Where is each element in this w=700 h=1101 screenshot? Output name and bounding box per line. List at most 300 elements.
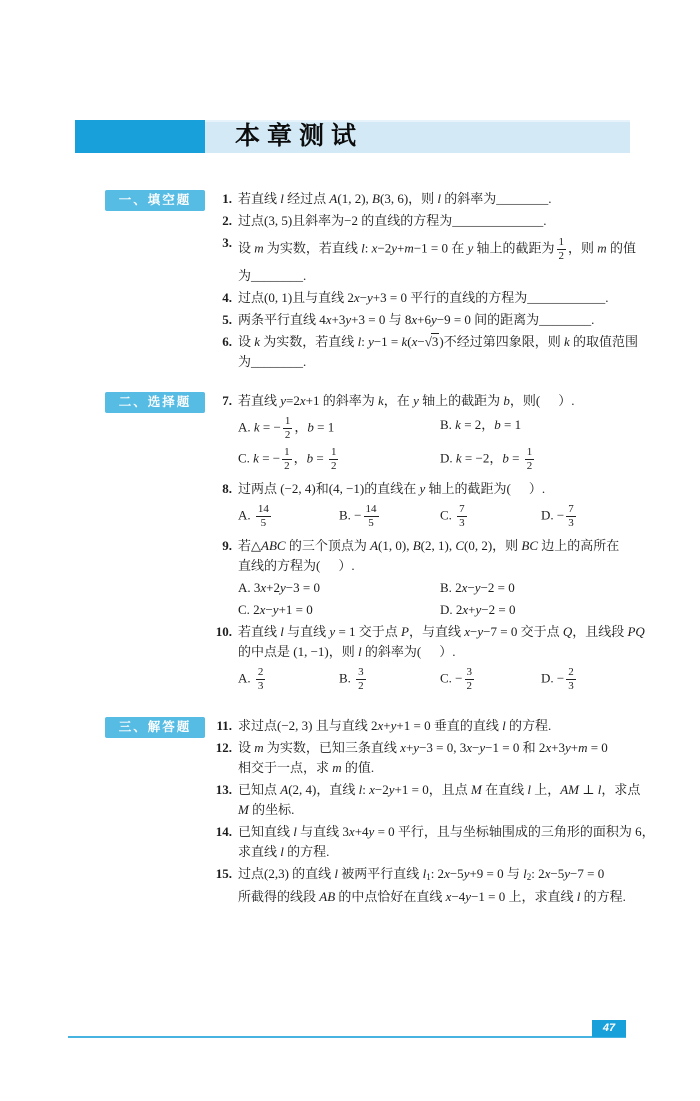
problem-line	[238, 758, 642, 778]
text-piece: = 1	[313, 419, 335, 435]
text-piece: ，与直线	[408, 624, 465, 639]
text-run	[238, 866, 426, 881]
math-var: y	[368, 334, 374, 349]
text-piece: 为________.	[238, 268, 307, 283]
math-var: l	[280, 624, 284, 639]
option	[238, 415, 440, 442]
math-var: A	[329, 191, 338, 206]
text-run	[238, 802, 294, 817]
text-run: B.	[339, 670, 355, 686]
text-piece: +9 = 0 与	[469, 866, 524, 881]
text-run: A.	[238, 419, 254, 435]
text-piece: 过点(0, 1)且与直线 2	[238, 290, 354, 305]
math-var: l	[358, 782, 363, 797]
text-piece: +4	[354, 824, 369, 839]
problem-line	[238, 556, 642, 576]
section-label: 三、解答题	[105, 717, 205, 738]
text-piece: 求过点(−2, 3) 且与直线 2	[238, 718, 378, 733]
text-run: A.	[238, 670, 254, 686]
text-run	[238, 844, 329, 859]
text-piece: : 2	[531, 866, 545, 881]
text-piece: (3, 6)，则	[379, 191, 438, 206]
text-piece: +3 = 0 与 8	[351, 312, 412, 327]
text-piece: = 1 交于点	[335, 624, 402, 639]
options-row	[238, 503, 642, 530]
math-var: x	[371, 240, 378, 256]
option	[541, 503, 642, 530]
text-piece: +	[383, 718, 391, 733]
problem	[210, 189, 642, 209]
problem-line	[238, 266, 642, 286]
text-piece: )不经过第四象限，则	[439, 334, 564, 349]
text-piece: 为实数，若直线	[260, 334, 358, 349]
text-piece: 的方程.	[283, 844, 330, 859]
text-piece: 已知直线	[238, 824, 294, 839]
math-var: x	[444, 866, 450, 881]
text-piece: −1 =	[373, 334, 402, 349]
numerator: 7	[459, 503, 465, 515]
text-run	[238, 718, 551, 733]
math-var: PQ	[627, 624, 645, 639]
text-piece: 轴上的截距为(	[425, 481, 511, 496]
text-piece: 的值	[606, 240, 636, 256]
text-piece: 过点(2,3) 的直线	[238, 866, 335, 881]
problem-line	[238, 887, 642, 907]
subscript: 2	[526, 872, 532, 882]
text-piece: (2, 1),	[420, 538, 456, 553]
problem	[210, 822, 655, 862]
math-var: x	[369, 782, 375, 797]
text-piece: = −	[258, 450, 281, 466]
math-var: M	[470, 782, 482, 797]
problem-number: 2.	[222, 213, 232, 228]
text-piece: 2	[455, 580, 462, 595]
math-var: k	[378, 393, 384, 408]
text-piece: (	[407, 334, 412, 349]
denominator: 2	[358, 680, 364, 692]
text-piece: 求直线	[238, 844, 281, 859]
text-run	[238, 312, 594, 327]
text-piece: (0, 2)，则	[464, 538, 522, 553]
math-var: y	[280, 580, 286, 595]
math-var: m	[332, 760, 342, 775]
chapter-title: 本章测试	[205, 120, 630, 153]
problem-number: 5.	[222, 312, 232, 327]
denominator: 2	[526, 460, 533, 472]
option	[440, 666, 541, 693]
options-row	[238, 446, 642, 473]
text-piece: ，且线段	[572, 624, 628, 639]
text-run	[238, 213, 547, 228]
text-piece: −1 = 0 和 2	[485, 740, 546, 755]
math-var: y	[367, 290, 373, 305]
text-run: C.	[238, 602, 254, 617]
text-piece: 3	[253, 580, 261, 595]
math-var: y	[564, 866, 571, 881]
option	[238, 446, 440, 473]
text-piece: −2 = 0	[481, 602, 516, 617]
denominator: 3	[257, 680, 264, 692]
text-run: −	[354, 507, 362, 523]
problem-line	[238, 622, 645, 642]
numerator: 1	[284, 446, 290, 458]
problem-body	[238, 189, 642, 209]
text-piece: 经过点	[283, 191, 330, 206]
math-var: y	[479, 740, 486, 755]
section-label: 二、选择题	[105, 392, 205, 413]
text-run	[238, 538, 619, 553]
problem-body	[238, 288, 642, 308]
fraction	[557, 236, 567, 263]
text-piece: 的中点是 (1, −1)，则	[238, 644, 358, 659]
math-var: m	[404, 240, 414, 256]
text-piece: :	[364, 240, 372, 256]
numerator: 1	[284, 415, 291, 427]
fraction	[283, 415, 293, 442]
text-piece: 两条平行直线 4	[238, 312, 326, 327]
math-var: x	[348, 824, 355, 839]
math-var: x	[464, 624, 471, 639]
text-piece: −5	[449, 866, 464, 881]
text-piece: +1 = 0，且点	[394, 782, 471, 797]
denominator: 2	[284, 429, 291, 441]
text-piece: −	[417, 334, 425, 349]
text-piece: 的斜率为(	[361, 644, 422, 659]
math-var: y	[272, 602, 279, 617]
math-var: y	[477, 624, 484, 639]
text-piece: +	[468, 602, 476, 617]
problem-line	[238, 352, 642, 372]
text-piece: 与直线 3	[296, 824, 349, 839]
math-var: y	[419, 481, 426, 496]
fraction	[329, 446, 339, 473]
text-run	[238, 740, 608, 755]
denominator: 5	[368, 517, 374, 529]
fraction	[364, 503, 379, 530]
text-piece: 若直线	[238, 191, 281, 206]
math-var: B	[372, 191, 380, 206]
text-run	[439, 334, 638, 349]
text-run: A.	[238, 580, 254, 595]
math-var: y	[368, 824, 375, 839]
text-run: C.	[238, 450, 254, 466]
math-var: x	[259, 602, 266, 617]
math-var: C	[455, 538, 464, 553]
section-label: 一、填空题	[105, 190, 205, 211]
text-run	[568, 240, 636, 255]
math-var: x	[544, 866, 551, 881]
problem-body	[238, 716, 642, 736]
problem-line	[238, 189, 642, 209]
problem-number: 1.	[222, 191, 232, 206]
problem-line	[238, 536, 642, 556]
text-piece: −2 = 0	[480, 580, 515, 595]
problem-body	[238, 391, 642, 477]
text-piece: ，	[294, 419, 308, 435]
footer-rule	[68, 1036, 626, 1038]
math-var: A	[370, 538, 379, 553]
math-var: x	[411, 334, 418, 349]
text-run	[238, 393, 540, 408]
problem-line	[238, 332, 642, 352]
problem-body	[238, 310, 642, 330]
text-run	[238, 481, 511, 496]
math-var: l	[357, 334, 362, 349]
text-piece: 的方程.	[580, 889, 626, 904]
math-var: AB	[319, 889, 336, 904]
problem-number: 3.	[222, 235, 232, 250]
text-piece: 为实数，已知三条直线	[263, 740, 401, 755]
math-var: l	[422, 866, 427, 881]
text-piece: +2	[266, 580, 281, 595]
math-var: x	[260, 580, 267, 595]
text-piece: −	[265, 602, 273, 617]
numerator: 3	[358, 666, 364, 678]
math-var: l	[358, 644, 362, 659]
option	[541, 666, 642, 693]
problems-column	[210, 716, 655, 909]
radical-sign: √	[424, 334, 431, 349]
math-var: x	[461, 580, 468, 595]
text-run	[531, 866, 604, 881]
banner-accent-block	[75, 120, 205, 153]
numerator: 1	[526, 446, 533, 458]
math-var: A	[280, 782, 289, 797]
text-run: ）.	[439, 644, 456, 659]
math-var: y	[391, 240, 398, 256]
math-var: y	[467, 240, 474, 256]
math-var: l	[361, 240, 365, 256]
text-piece: ，则	[568, 240, 598, 256]
options-row	[238, 666, 642, 693]
text-piece: 在直线	[481, 782, 528, 797]
text-piece: 边上的高所在	[538, 538, 620, 553]
text-run	[254, 580, 320, 595]
math-var: BC	[521, 538, 539, 553]
math-var: y	[390, 718, 397, 733]
text-run: −	[556, 670, 565, 686]
math-var: k	[401, 334, 408, 349]
text-run	[238, 268, 306, 283]
text-run: −	[455, 670, 463, 686]
text-piece: = 2，	[460, 417, 495, 432]
text-piece: −5	[550, 866, 565, 881]
problem-line	[238, 780, 642, 800]
math-var: l	[576, 889, 581, 904]
math-var: x	[353, 290, 360, 305]
text-run: D.	[440, 450, 456, 466]
problem	[210, 622, 645, 697]
problem	[210, 288, 642, 308]
option	[238, 503, 339, 530]
math-var: x	[462, 602, 469, 617]
text-piece: −7 = 0 交于点	[483, 624, 563, 639]
text-piece: 过点(3, 5)且斜率为−2 的直线的方程为______________.	[238, 213, 547, 228]
text-piece: 轴上的截距为	[418, 393, 504, 408]
text-piece: +	[570, 740, 579, 755]
text-run	[238, 240, 555, 255]
page-number-badge: 47	[592, 1020, 626, 1037]
problem-number: 15.	[215, 866, 232, 881]
problem-line	[238, 800, 642, 820]
text-piece: 为实数，若直线	[263, 240, 362, 256]
math-var: k	[564, 334, 570, 349]
option	[238, 578, 440, 598]
option	[238, 666, 339, 693]
text-piece: 与直线	[283, 624, 330, 639]
text-piece: +6	[417, 312, 431, 327]
text-piece: = 0	[587, 740, 608, 755]
math-var: l	[527, 782, 531, 797]
denominator: 2	[558, 250, 565, 262]
math-var: ABC	[261, 538, 286, 553]
problem-body	[238, 233, 642, 286]
math-var: y	[413, 740, 420, 755]
text-run	[238, 354, 306, 369]
text-piece: 的取值范围	[569, 334, 639, 349]
fraction	[282, 446, 292, 473]
denominator: 2	[284, 460, 290, 472]
problem-line	[238, 211, 642, 231]
math-var: x	[325, 312, 332, 327]
problem-body	[238, 822, 655, 862]
problem-number: 11.	[216, 718, 232, 733]
text-piece: 若△	[238, 538, 261, 553]
problems-column	[210, 189, 642, 374]
fraction	[256, 666, 266, 693]
numerator: 7	[568, 503, 574, 515]
problem-body	[238, 332, 642, 372]
math-var: l	[280, 191, 284, 206]
text-piece: −4	[451, 889, 466, 904]
text-piece: (1, 0),	[378, 538, 413, 553]
text-run: ）.	[338, 558, 355, 573]
text-piece: 已知点	[238, 782, 281, 797]
text-run	[238, 644, 421, 659]
text-piece: +	[405, 740, 414, 755]
math-var: k	[455, 417, 461, 432]
section	[105, 189, 642, 374]
text-piece: −2	[377, 240, 392, 256]
math-var: y	[329, 624, 336, 639]
math-var: k	[254, 334, 261, 349]
radicand: 3	[431, 334, 439, 349]
text-piece: ，求点	[601, 782, 641, 797]
math-var: b	[306, 450, 314, 466]
math-var: m	[597, 240, 607, 256]
option	[238, 600, 440, 620]
problem	[210, 716, 642, 736]
math-var: y	[474, 580, 481, 595]
math-var: M	[238, 802, 249, 817]
math-var: y	[430, 312, 437, 327]
option	[339, 666, 440, 693]
text-run: D.	[541, 670, 557, 686]
math-var: m	[578, 740, 588, 755]
option	[440, 600, 642, 620]
problem-body	[238, 738, 642, 778]
section	[105, 391, 645, 699]
math-var: y	[465, 889, 472, 904]
problem-number: 12.	[215, 740, 232, 755]
text-piece: +3	[331, 312, 346, 327]
math-var: y	[564, 740, 571, 755]
math-var: y	[475, 602, 482, 617]
problem-line	[238, 288, 642, 308]
text-run: C.	[440, 507, 456, 523]
fraction	[256, 503, 271, 530]
text-piece: −3 = 0, 3	[419, 740, 467, 755]
problem-number: 14.	[215, 824, 232, 839]
text-run	[238, 191, 552, 206]
text-run	[238, 760, 374, 775]
math-var: b	[307, 419, 314, 435]
text-piece: −1 = 0 在	[413, 240, 468, 256]
math-var: l	[523, 866, 527, 881]
problem-number: 4.	[222, 290, 232, 305]
math-var: x	[411, 312, 418, 327]
problem-line	[238, 310, 642, 330]
text-piece: =	[508, 450, 523, 466]
math-var: AM	[560, 782, 579, 797]
section-label-column	[105, 716, 210, 909]
text-run	[254, 419, 281, 434]
option	[440, 446, 642, 473]
math-var: y	[388, 782, 395, 797]
problem-number: 6.	[222, 334, 232, 349]
problem	[210, 738, 642, 778]
text-piece: = −2，	[461, 450, 503, 466]
text-run	[294, 450, 327, 465]
text-piece: 2	[455, 602, 463, 617]
text-piece: 相交于一点，求	[238, 760, 333, 775]
problem	[210, 310, 642, 330]
text-run	[253, 450, 280, 465]
problem-number: 7.	[222, 393, 232, 408]
text-piece: = −	[259, 419, 281, 435]
denominator: 3	[568, 680, 574, 692]
problem-line	[238, 642, 642, 662]
problem-line	[238, 738, 642, 758]
fraction	[566, 503, 576, 530]
problem	[210, 780, 642, 820]
numerator: 1	[558, 236, 565, 248]
problem	[210, 233, 642, 286]
text-piece: 设	[238, 740, 255, 755]
text-run	[238, 824, 655, 839]
text-run	[253, 602, 313, 617]
section-label-column	[105, 189, 210, 374]
options-row	[238, 600, 642, 620]
problem-line	[238, 716, 642, 736]
math-var: P	[401, 624, 409, 639]
math-var: x	[299, 393, 306, 408]
text-piece: :	[362, 782, 370, 797]
math-var: y	[280, 393, 287, 408]
text-run: D.	[541, 507, 557, 523]
fraction	[465, 666, 475, 693]
math-var: k	[253, 419, 260, 435]
math-var: B	[412, 538, 421, 553]
text-piece: 上，	[530, 782, 561, 797]
problem-line	[238, 822, 655, 842]
text-piece: =	[313, 450, 327, 466]
fraction	[457, 503, 467, 530]
numerator: 14	[365, 503, 377, 515]
chapter-banner	[75, 120, 630, 153]
math-var: l	[437, 191, 442, 206]
math-var: Q	[562, 624, 573, 639]
